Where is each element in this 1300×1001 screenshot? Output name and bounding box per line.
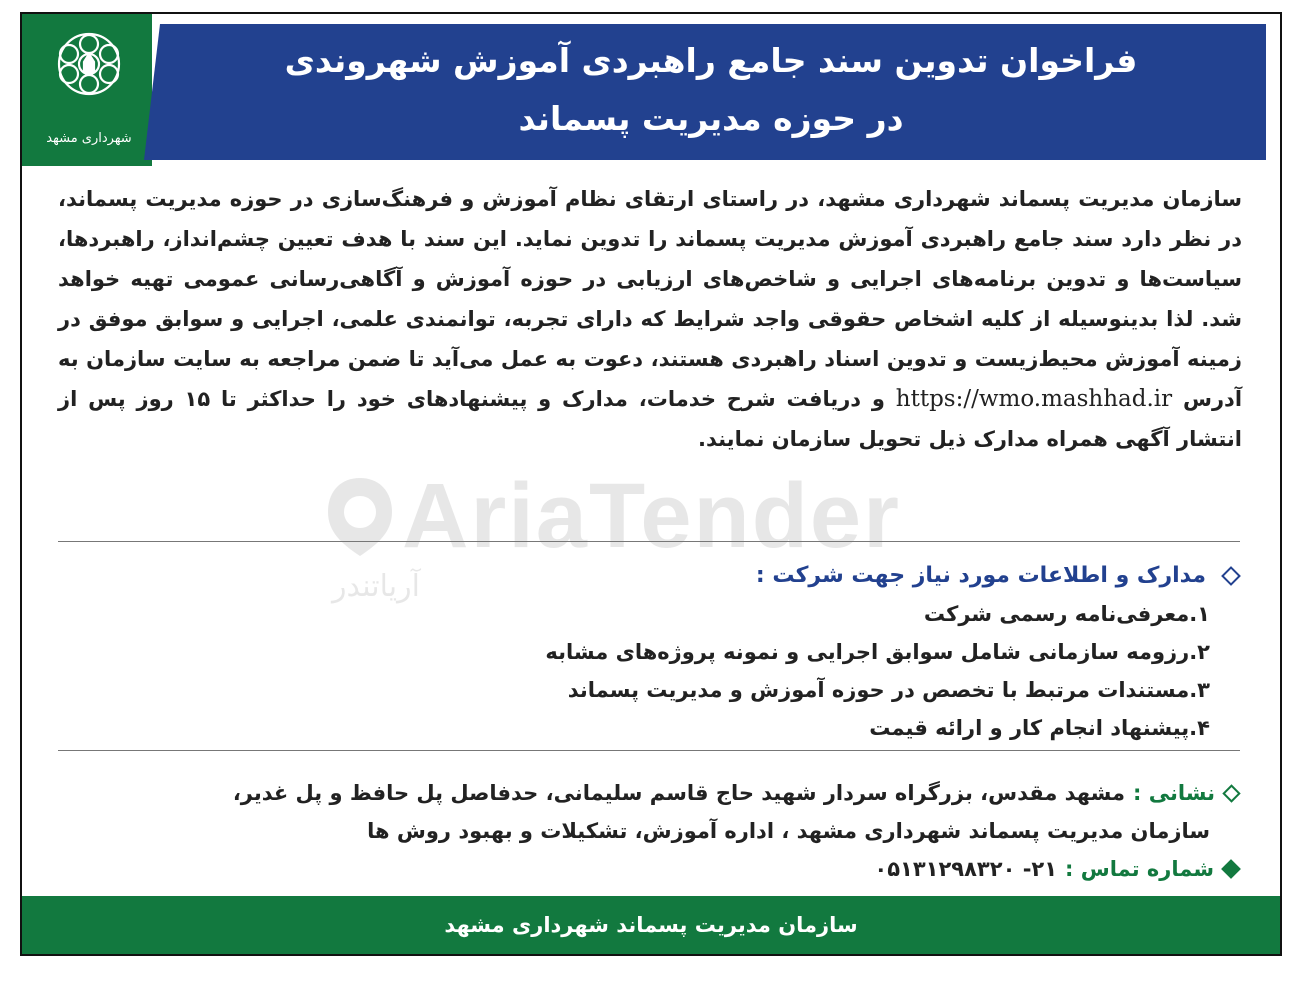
header — [22, 14, 1280, 166]
municipality-logo-icon — [44, 24, 134, 156]
address-text-1: مشهد مقدس، بزرگراه سردار شهید حاج قاسم سلیمانی، حدفاصل پل حافظ و پل غدیر، — [232, 781, 1126, 805]
intro-paragraph — [58, 179, 1242, 459]
advertisement-frame — [20, 12, 1282, 956]
watermark-english: AriaTender — [402, 465, 901, 567]
watermark-persian: آریاتندر — [332, 569, 420, 604]
header-title — [172, 32, 1250, 152]
intro-text: سازمان مدیریت پسماند شهرداری مشهد، در راستای ارتقای نظام آموزش و فرهنگ‌سازی در حوزه مدیریت پسماند، در نظر دارد سند جامع راهبردی آموزش مدیریت پسماند را تدوین نماید. این سند با هدف تعیین چشم‌انداز، راهبردها، سیاست‌ها و تدوین برنامه‌های اجرایی و شاخص‌های ارزیابی در حوزه آموزش و آگاهی‌رسانی عمومی تهیه خواهد شد. لذا بدینوسیله از کلیه اشخاص حقوقی واجد شرایط که دارای تجربه، توانمندی علمی، اجرایی و سوابق موفق در زمینه آموزش محیط‌زیست و تدوین اسناد راهبردی هستند، دعوت به عمل می‌آید تا ضمن مراجعه به سایت سازمان به آدرس — [58, 187, 1243, 411]
phone-number: ۰۵۱۳۱۲۹۸۳۲۰ -۲۱ — [874, 857, 1058, 881]
divider-bottom — [58, 750, 1240, 751]
requirements-section — [58, 557, 1238, 747]
diamond-bullet-icon — [1222, 784, 1240, 802]
website-link[interactable]: https://wmo.mashhad.ir — [895, 386, 1173, 412]
requirement-item: ۴.پیشنهاد انجام کار و ارائه قیمت — [869, 716, 1210, 740]
intro-text-end: و دریافت شرح خدمات، مدارک و پیشنهادهای خود را حداکثر تا ۱۵ روز پس از انتشار آگهی همراه مدارک ذیل تحویل سازمان نمایند. — [58, 387, 1242, 451]
diamond-filled-bullet-icon — [1221, 859, 1241, 879]
requirement-item: ۳.مستندات مرتبط با تخصص در حوزه آموزش و مدیریت پسماند — [567, 678, 1210, 702]
logo-caption: شهرداری مشهد — [46, 131, 132, 146]
phone-label: شماره تماس : — [1065, 857, 1214, 881]
requirement-item: ۲.رزومه سازمانی شامل سوابق اجرایی و نمونه پروژه‌های مشابه — [545, 640, 1210, 664]
requirement-item: ۱.معرفی‌نامه رسمی شرکت — [923, 602, 1210, 626]
phone-line — [58, 850, 1238, 888]
address-line — [58, 774, 1238, 812]
divider-top — [58, 541, 1240, 542]
requirements-list — [58, 595, 1238, 747]
requirements-heading-text: مدارک و اطلاعات مورد نیاز جهت شرکت : — [755, 563, 1206, 588]
address-label: نشانی : — [1133, 781, 1215, 805]
diamond-bullet-icon — [1221, 566, 1241, 586]
title-line-2: در حوزه مدیریت پسماند — [518, 99, 904, 138]
address-text-2: سازمان مدیریت پسماند شهرداری مشهد ، اداره آموزش، تشکیلات و بهبود روش ها — [367, 819, 1210, 843]
requirements-heading — [58, 557, 1238, 595]
watermark-mark-icon — [322, 474, 398, 560]
title-line-1: فراخوان تدوین سند جامع راهبردی آموزش شهروندی — [284, 41, 1138, 80]
contact-section — [58, 774, 1238, 888]
footer-banner: سازمان مدیریت پسماند شهرداری مشهد — [22, 896, 1280, 954]
